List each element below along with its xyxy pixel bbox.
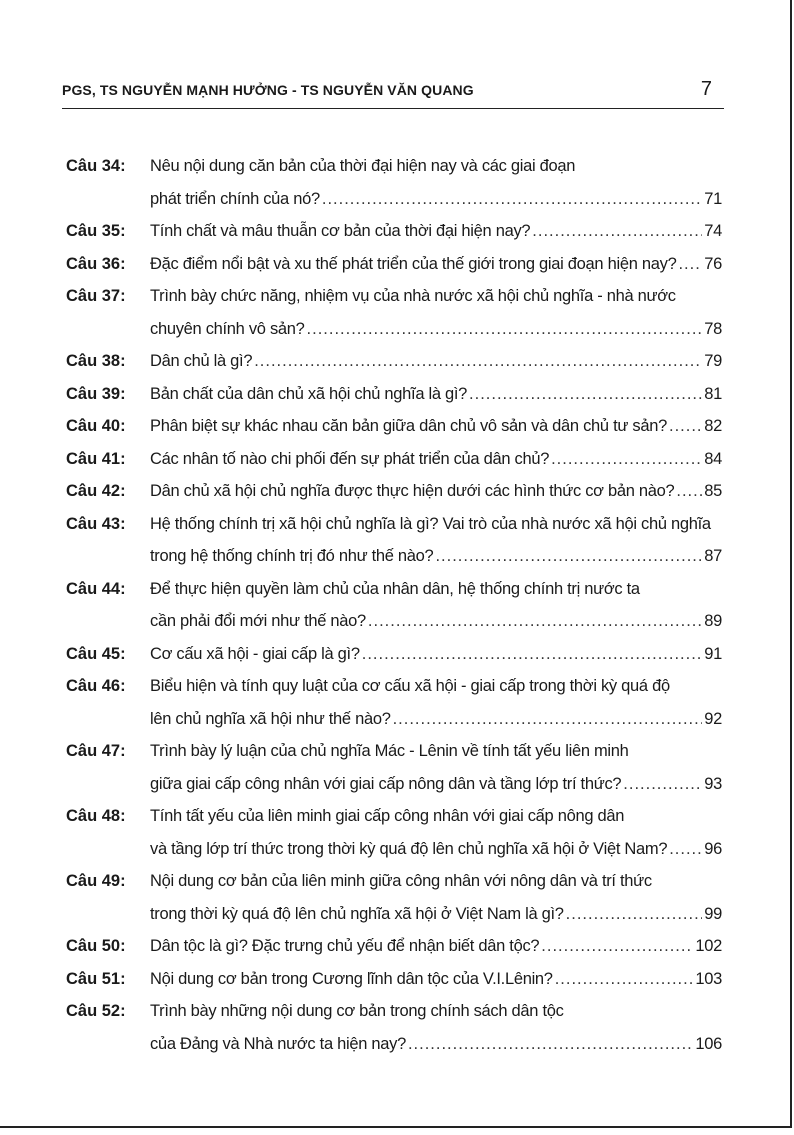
entry-text: Các nhân tố nào chi phối đến sự phát triển của dân chủ? [150, 449, 550, 468]
dot-leader [555, 963, 694, 996]
entry-line [150, 410, 722, 443]
toc-entry [62, 865, 722, 930]
entry-text: giữa giai cấp công nhân với giai cấp nông dân và tầng lớp trí thức? [150, 774, 622, 793]
entry-text: phát triển chính của nó? [150, 189, 320, 208]
dot-leader [368, 605, 702, 638]
question-label: Câu 47: [66, 742, 126, 760]
toc-entry [62, 573, 722, 638]
entry-line [150, 995, 722, 1028]
entry-page-number: 99 [704, 904, 722, 923]
entry-line [150, 930, 722, 963]
toc-entry [62, 670, 722, 735]
dot-leader [551, 443, 702, 476]
entry-line [150, 605, 722, 638]
question-label: Câu 36: [66, 254, 126, 273]
dot-leader [669, 410, 702, 443]
entry-line [150, 150, 722, 183]
toc-entry [62, 378, 722, 411]
toc-entry [62, 215, 722, 248]
entry-line [150, 768, 722, 801]
entry-text: chuyên chính vô sản? [150, 319, 305, 338]
entry-line [150, 638, 722, 671]
entry-line [150, 475, 722, 508]
entry-text: Để thực hiện quyền làm chủ của nhân dân, hệ thống chính trị nước ta [150, 579, 640, 598]
entry-text: Dân tộc là gì? Đặc trưng chủ yếu để nhận biết dân tộc? [150, 937, 540, 955]
entry-page-number: 93 [704, 774, 722, 793]
entry-text: Trình bày lý luận của chủ nghĩa Mác - Lênin về tính tất yếu liên minh [150, 742, 629, 760]
entry-line [150, 345, 722, 378]
entry-line [150, 248, 722, 281]
toc-entry [62, 638, 722, 671]
dot-leader [408, 1028, 693, 1061]
question-label: Câu 34: [66, 157, 126, 175]
entry-line [150, 183, 722, 216]
table-of-contents [62, 150, 722, 1060]
entry-line [150, 1028, 722, 1061]
toc-entry [62, 930, 722, 963]
entry-text: trong thời kỳ quá độ lên chủ nghĩa xã hội ở Việt Nam là gì? [150, 904, 564, 923]
dot-leader [623, 768, 702, 801]
question-label: Câu 44: [66, 579, 126, 598]
dot-leader [435, 540, 702, 573]
entry-text: trong hệ thống chính trị đó như thế nào? [150, 547, 434, 565]
question-label: Câu 38: [66, 352, 126, 370]
entry-text: Tính tất yếu của liên minh giai cấp công nhân với giai cấp nông dân [150, 807, 625, 825]
dot-leader [678, 248, 702, 281]
entry-page-number: 102 [695, 937, 722, 955]
entry-text: của Đảng và Nhà nước ta hiện nay? [150, 1034, 406, 1053]
question-label: Câu 46: [66, 677, 126, 695]
toc-entry [62, 735, 722, 800]
entry-text: Đặc điểm nổi bật và xu thế phát triển của thế giới trong giai đoạn hiện nay? [150, 254, 677, 273]
entry-page-number: 89 [704, 612, 722, 630]
question-label: Câu 43: [66, 514, 126, 533]
dot-leader [676, 475, 702, 508]
dot-leader [669, 833, 702, 866]
entry-line [150, 215, 722, 248]
entry-text: Dân chủ xã hội chủ nghĩa được thực hiện dưới các hình thức cơ bản nào? [150, 482, 675, 500]
question-label: Câu 50: [66, 937, 126, 955]
entry-text: Nội dung cơ bản của liên minh giữa công nhân với nông dân và trí thức [150, 872, 652, 890]
entry-line [150, 833, 722, 866]
question-label: Câu 39: [66, 384, 126, 403]
question-label: Câu 40: [66, 417, 126, 435]
entry-line [150, 443, 722, 476]
entry-line [150, 540, 722, 573]
dot-leader [307, 313, 703, 346]
header-authors: PGS, TS NGUYỄN MẠNH HƯỞNG - TS NGUYỄN VĂN QUANG [62, 82, 474, 98]
entry-page-number: 84 [704, 449, 722, 468]
dot-leader [393, 703, 703, 736]
entry-line [150, 313, 722, 346]
entry-page-number: 85 [704, 482, 722, 500]
question-label: Câu 42: [66, 482, 126, 500]
entry-page-number: 79 [704, 352, 722, 370]
entry-text: Dân chủ là gì? [150, 352, 253, 370]
header-rule [62, 108, 724, 109]
entry-line [150, 800, 722, 833]
dot-leader [322, 183, 702, 216]
question-label: Câu 35: [66, 222, 126, 240]
toc-entry [62, 963, 722, 996]
toc-entry [62, 410, 722, 443]
entry-line [150, 573, 722, 606]
dot-leader [254, 345, 702, 378]
toc-entry [62, 475, 722, 508]
entry-page-number: 106 [695, 1034, 722, 1053]
dot-leader [532, 215, 702, 248]
entry-text: Trình bày những nội dung cơ bản trong chính sách dân tộc [150, 1002, 564, 1020]
entry-line [150, 508, 722, 541]
entry-page-number: 71 [704, 189, 722, 208]
entry-page-number: 87 [704, 547, 722, 565]
question-label: Câu 48: [66, 807, 126, 825]
entry-line [150, 670, 722, 703]
entry-text: Hệ thống chính trị xã hội chủ nghĩa là gì? Vai trò của nhà nước xã hội chủ nghĩa [150, 514, 711, 533]
entry-line [150, 865, 722, 898]
entry-text: Trình bày chức năng, nhiệm vụ của nhà nước xã hội chủ nghĩa - nhà nước [150, 287, 676, 305]
entry-page-number: 81 [704, 384, 722, 403]
entry-line [150, 378, 722, 411]
toc-entry [62, 345, 722, 378]
entry-text: Phân biệt sự khác nhau căn bản giữa dân chủ vô sản và dân chủ tư sản? [150, 417, 667, 435]
toc-entry [62, 800, 722, 865]
page-number: 7 [700, 78, 712, 100]
entry-text: lên chủ nghĩa xã hội như thế nào? [150, 709, 391, 728]
entry-text: Cơ cấu xã hội - giai cấp là gì? [150, 644, 360, 663]
entry-text: Biểu hiện và tính quy luật của cơ cấu xã hội - giai cấp trong thời kỳ quá độ [150, 677, 670, 695]
entry-text: Nội dung cơ bản trong Cương lĩnh dân tộc của V.I.Lênin? [150, 969, 553, 988]
entry-page-number: 78 [704, 319, 722, 338]
toc-entry [62, 508, 722, 573]
question-label: Câu 41: [66, 449, 126, 468]
toc-entry [62, 443, 722, 476]
entry-page-number: 74 [704, 222, 722, 240]
entry-line [150, 898, 722, 931]
question-label: Câu 52: [66, 1002, 126, 1020]
entry-line [150, 280, 722, 313]
entry-page-number: 91 [704, 644, 722, 663]
entry-page-number: 82 [704, 417, 722, 435]
running-header [62, 80, 722, 110]
entry-page-number: 96 [704, 839, 722, 858]
entry-line [150, 963, 722, 996]
entry-page-number: 103 [695, 969, 722, 988]
question-label: Câu 37: [66, 287, 126, 305]
entry-page-number: 76 [704, 254, 722, 273]
entry-page-number: 92 [704, 709, 722, 728]
entry-text: Nêu nội dung căn bản của thời đại hiện nay và các giai đoạn [150, 157, 576, 175]
dot-leader [362, 638, 703, 671]
question-label: Câu 51: [66, 969, 126, 988]
toc-entry [62, 150, 722, 215]
entry-text: và tầng lớp trí thức trong thời kỳ quá độ lên chủ nghĩa xã hội ở Việt Nam? [150, 839, 668, 858]
entry-text: cần phải đổi mới như thế nào? [150, 612, 366, 630]
dot-leader [541, 930, 693, 963]
toc-entry [62, 995, 722, 1060]
dot-leader [469, 378, 702, 411]
entry-text: Tính chất và mâu thuẫn cơ bản của thời đại hiện nay? [150, 222, 531, 240]
toc-entry [62, 248, 722, 281]
entry-text: Bản chất của dân chủ xã hội chủ nghĩa là gì? [150, 384, 468, 403]
dot-leader [566, 898, 703, 931]
entry-line [150, 735, 722, 768]
entry-line [150, 703, 722, 736]
toc-entry [62, 280, 722, 345]
question-label: Câu 45: [66, 644, 126, 663]
question-label: Câu 49: [66, 872, 126, 890]
